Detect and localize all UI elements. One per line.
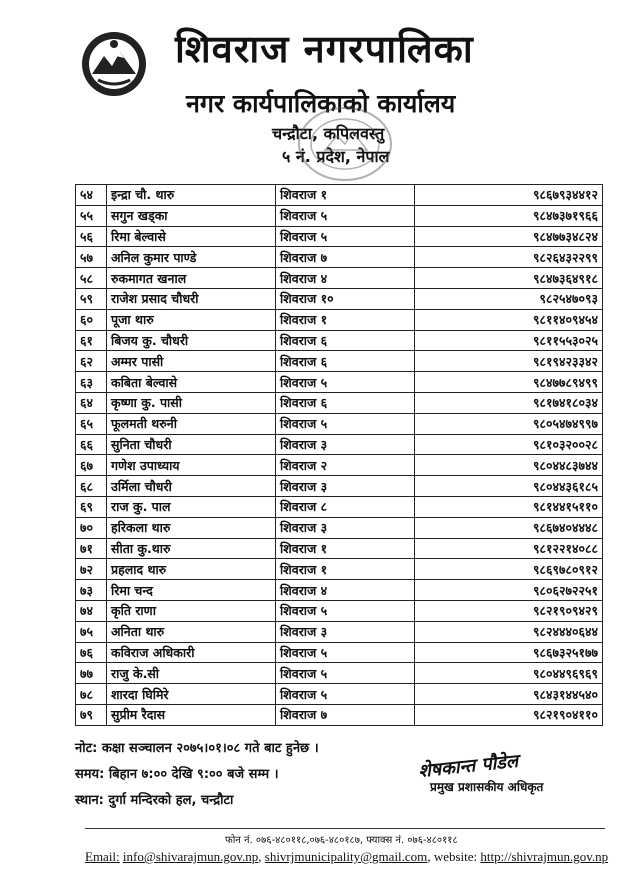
name-cell: सुनिता चौधरी [107, 434, 276, 455]
address-cell: शिवराज १ [276, 559, 415, 580]
phone-cell: ९८४७७३४८२४ [415, 226, 603, 247]
signature-block [418, 750, 593, 795]
address-cell: शिवराज ७ [276, 247, 415, 268]
name-cell: राजु के.सी [107, 663, 276, 684]
name-cell: उर्मिला चौधरी [107, 476, 276, 497]
name-cell: प्रहलाद थारु [107, 559, 276, 580]
table-row [76, 330, 603, 351]
office-subtitle: नगर कार्यपालिकाको कार्यालय [186, 89, 456, 118]
address-cell: शिवराज ३ [276, 476, 415, 497]
office-stamp-icon [295, 104, 395, 184]
address-cell: शिवराज ६ [276, 351, 415, 372]
phone-cell: ९८४७३६४९१८ [415, 268, 603, 289]
website-label: , website: [427, 849, 478, 864]
address-cell: शिवराज ४ [276, 268, 415, 289]
serial-number-cell: ५६ [76, 226, 107, 247]
name-cell: पूजा थारु [107, 309, 276, 330]
address-line-2: ५ नं. प्रदेश, नेपाल [282, 147, 390, 166]
serial-number-cell: ५९ [76, 288, 107, 309]
serial-number-cell: ६२ [76, 351, 107, 372]
address-cell: शिवराज १० [276, 288, 415, 309]
signature-title: प्रमुख प्रशासकीय अधिकृत [430, 780, 544, 794]
name-cell: सीता कु.थारु [107, 538, 276, 559]
table-row [76, 392, 603, 413]
phone-cell: ९८११४०९४५४ [415, 309, 603, 330]
address-cell: शिवराज ५ [276, 642, 415, 663]
footer-divider [85, 828, 605, 829]
serial-number-cell: ७८ [76, 684, 107, 705]
address-cell: शिवराज १ [276, 185, 415, 206]
table-row [76, 185, 603, 206]
name-cell: हरिकला थारु [107, 517, 276, 538]
address-cell: शिवराज ५ [276, 684, 415, 705]
participant-table [75, 184, 603, 726]
address-cell: शिवराज १ [276, 309, 415, 330]
municipality-logo-icon [80, 30, 148, 98]
address-line-1: चन्द्रौटा, कपिलवस्तु [272, 124, 385, 143]
address-cell: शिवराज ५ [276, 413, 415, 434]
address-cell: शिवराज ४ [276, 580, 415, 601]
name-cell: कृति राणा [107, 600, 276, 621]
phone-cell: ९८०५४७४९९७ [415, 413, 603, 434]
address-cell: शिवराज ७ [276, 704, 415, 725]
phone-cell: ९८०४४३६१८५ [415, 476, 603, 497]
name-cell: रिमा बेल्वासे [107, 226, 276, 247]
name-cell: राज कु. पाल [107, 496, 276, 517]
name-cell: कबिता बेल्वासे [107, 372, 276, 393]
table-row [76, 309, 603, 330]
serial-number-cell: ५७ [76, 247, 107, 268]
footer-contacts: फोन नं. ०७६-४८०११८,०७६-४८०१८७, फ्याक्स नं. ०७६-४८०११८ [225, 835, 458, 846]
table-row [76, 413, 603, 434]
serial-number-cell: ७० [76, 517, 107, 538]
phone-cell: ९८२५४७०९३ [415, 288, 603, 309]
phone-cell: ९८०४४८३७४४ [415, 455, 603, 476]
serial-number-cell: ७५ [76, 621, 107, 642]
phone-cell: ९८४७३७१९६६ [415, 205, 603, 226]
table-row [76, 205, 603, 226]
phone-cell: ९८६७९३४४१२ [415, 185, 603, 206]
table-row [76, 226, 603, 247]
table-row [76, 642, 603, 663]
name-cell: फूलमती थरुनी [107, 413, 276, 434]
serial-number-cell: ६१ [76, 330, 107, 351]
phone-cell: ९८१७४१८०३४ [415, 392, 603, 413]
table-row [76, 351, 603, 372]
address-cell: शिवराज ५ [276, 372, 415, 393]
footer-web [85, 849, 608, 865]
table-row [76, 247, 603, 268]
serial-number-cell: ७६ [76, 642, 107, 663]
serial-number-cell: ६४ [76, 392, 107, 413]
address-cell: शिवराज २ [276, 455, 415, 476]
phone-cell: ९८१०३२००२८ [415, 434, 603, 455]
address-cell: शिवराज ३ [276, 517, 415, 538]
name-cell: इन्द्रा चौ. थारु [107, 185, 276, 206]
address-cell: शिवराज ६ [276, 330, 415, 351]
name-cell: सुप्रीम रैदास [107, 704, 276, 725]
table-row [76, 496, 603, 517]
address-cell: शिवराज ५ [276, 226, 415, 247]
phone-cell: ९८११५५३०२५ [415, 330, 603, 351]
serial-number-cell: ५८ [76, 268, 107, 289]
serial-number-cell: ५४ [76, 185, 107, 206]
name-cell: अम्मर पासी [107, 351, 276, 372]
phone-cell: ९८२६४३२२९९ [415, 247, 603, 268]
serial-number-cell: ७७ [76, 663, 107, 684]
name-cell: बिजय कु. चौधरी [107, 330, 276, 351]
serial-number-cell: ७२ [76, 559, 107, 580]
website-link[interactable]: http://shivrajmun.gov.np [480, 849, 609, 864]
phone-cell: ९८१२२१४०८८ [415, 538, 603, 559]
phone-cell: ९८६७४०४४४८ [415, 517, 603, 538]
serial-number-cell: ६७ [76, 455, 107, 476]
email-link-2[interactable]: shivrjmunicipality@gmail.com [264, 849, 428, 864]
table-row [76, 538, 603, 559]
address-cell: शिवराज ५ [276, 600, 415, 621]
signature-name: शेषकान्त पौडेल [417, 750, 520, 783]
table-row [76, 600, 603, 621]
page-title: शिवराज नगरपालिका [175, 27, 474, 71]
time-text: समय: बिहान ७:०० देखि ९:०० बजे सम्म । [75, 767, 279, 782]
name-cell: राजेश प्रसाद चौधरी [107, 288, 276, 309]
phone-cell: ९८६७३२५१७७ [415, 642, 603, 663]
serial-number-cell: ६५ [76, 413, 107, 434]
serial-number-cell: ६३ [76, 372, 107, 393]
email-link-1[interactable]: info@shivarajmun.gov.np [122, 849, 259, 864]
table-row [76, 288, 603, 309]
serial-number-cell: ६९ [76, 496, 107, 517]
table-row [76, 434, 603, 455]
address-cell: शिवराज ३ [276, 621, 415, 642]
serial-number-cell: ६६ [76, 434, 107, 455]
name-cell: सगुन खड्का [107, 205, 276, 226]
name-cell: रिमा चन्द [107, 580, 276, 601]
address-cell: शिवराज ३ [276, 434, 415, 455]
email-separator: , [258, 849, 262, 864]
name-cell: शारदा घिमिरे [107, 684, 276, 705]
note-text: नोट: कक्षा सञ्चालन २०७५।०१।०८ गते बाट हुनेछ । [75, 741, 319, 756]
phone-cell: ९८१९४२३३४२ [415, 351, 603, 372]
serial-number-cell: ७३ [76, 580, 107, 601]
phone-cell: ९८२१९०४११० [415, 704, 603, 725]
table-row [76, 455, 603, 476]
table-row [76, 268, 603, 289]
serial-number-cell: ७४ [76, 600, 107, 621]
place-text: स्थान: दुर्गा मन्दिरको हल, चन्द्रौटा [75, 793, 234, 808]
address-cell: शिवराज ५ [276, 205, 415, 226]
table-row [76, 684, 603, 705]
name-cell: अनिता थारु [107, 621, 276, 642]
serial-number-cell: ६० [76, 309, 107, 330]
name-cell: कृष्णा कु. पासी [107, 392, 276, 413]
phone-cell: ९८१४४१५११० [415, 496, 603, 517]
phone-cell: ९८६९७८०९१२ [415, 559, 603, 580]
serial-number-cell: ६८ [76, 476, 107, 497]
address-cell: शिवराज १ [276, 538, 415, 559]
name-cell: कविराज अधिकारी [107, 642, 276, 663]
phone-cell: ९८४७७८९४९९ [415, 372, 603, 393]
table-row [76, 621, 603, 642]
table-row [76, 476, 603, 497]
table-row [76, 559, 603, 580]
phone-cell: ९८२१९०९४२९ [415, 600, 603, 621]
table-row [76, 663, 603, 684]
phone-cell: ९८४३१४४५४० [415, 684, 603, 705]
serial-number-cell: ७१ [76, 538, 107, 559]
table-row [76, 517, 603, 538]
phone-cell: ९८०४४९६९६९ [415, 663, 603, 684]
table-row [76, 372, 603, 393]
email-label: Email: [85, 849, 120, 864]
phone-cell: ९८२४४४०६४४ [415, 621, 603, 642]
serial-number-cell: ७९ [76, 704, 107, 725]
table-row [76, 704, 603, 725]
table-row [76, 580, 603, 601]
name-cell: गणेश उपाध्याय [107, 455, 276, 476]
name-cell: अनिल कुमार पाण्डे [107, 247, 276, 268]
phone-cell: ९८०६२७२२५१ [415, 580, 603, 601]
name-cell: रुकमागत खनाल [107, 268, 276, 289]
address-cell: शिवराज ८ [276, 496, 415, 517]
serial-number-cell: ५५ [76, 205, 107, 226]
address-cell: शिवराज ६ [276, 392, 415, 413]
address-cell: शिवराज ५ [276, 663, 415, 684]
